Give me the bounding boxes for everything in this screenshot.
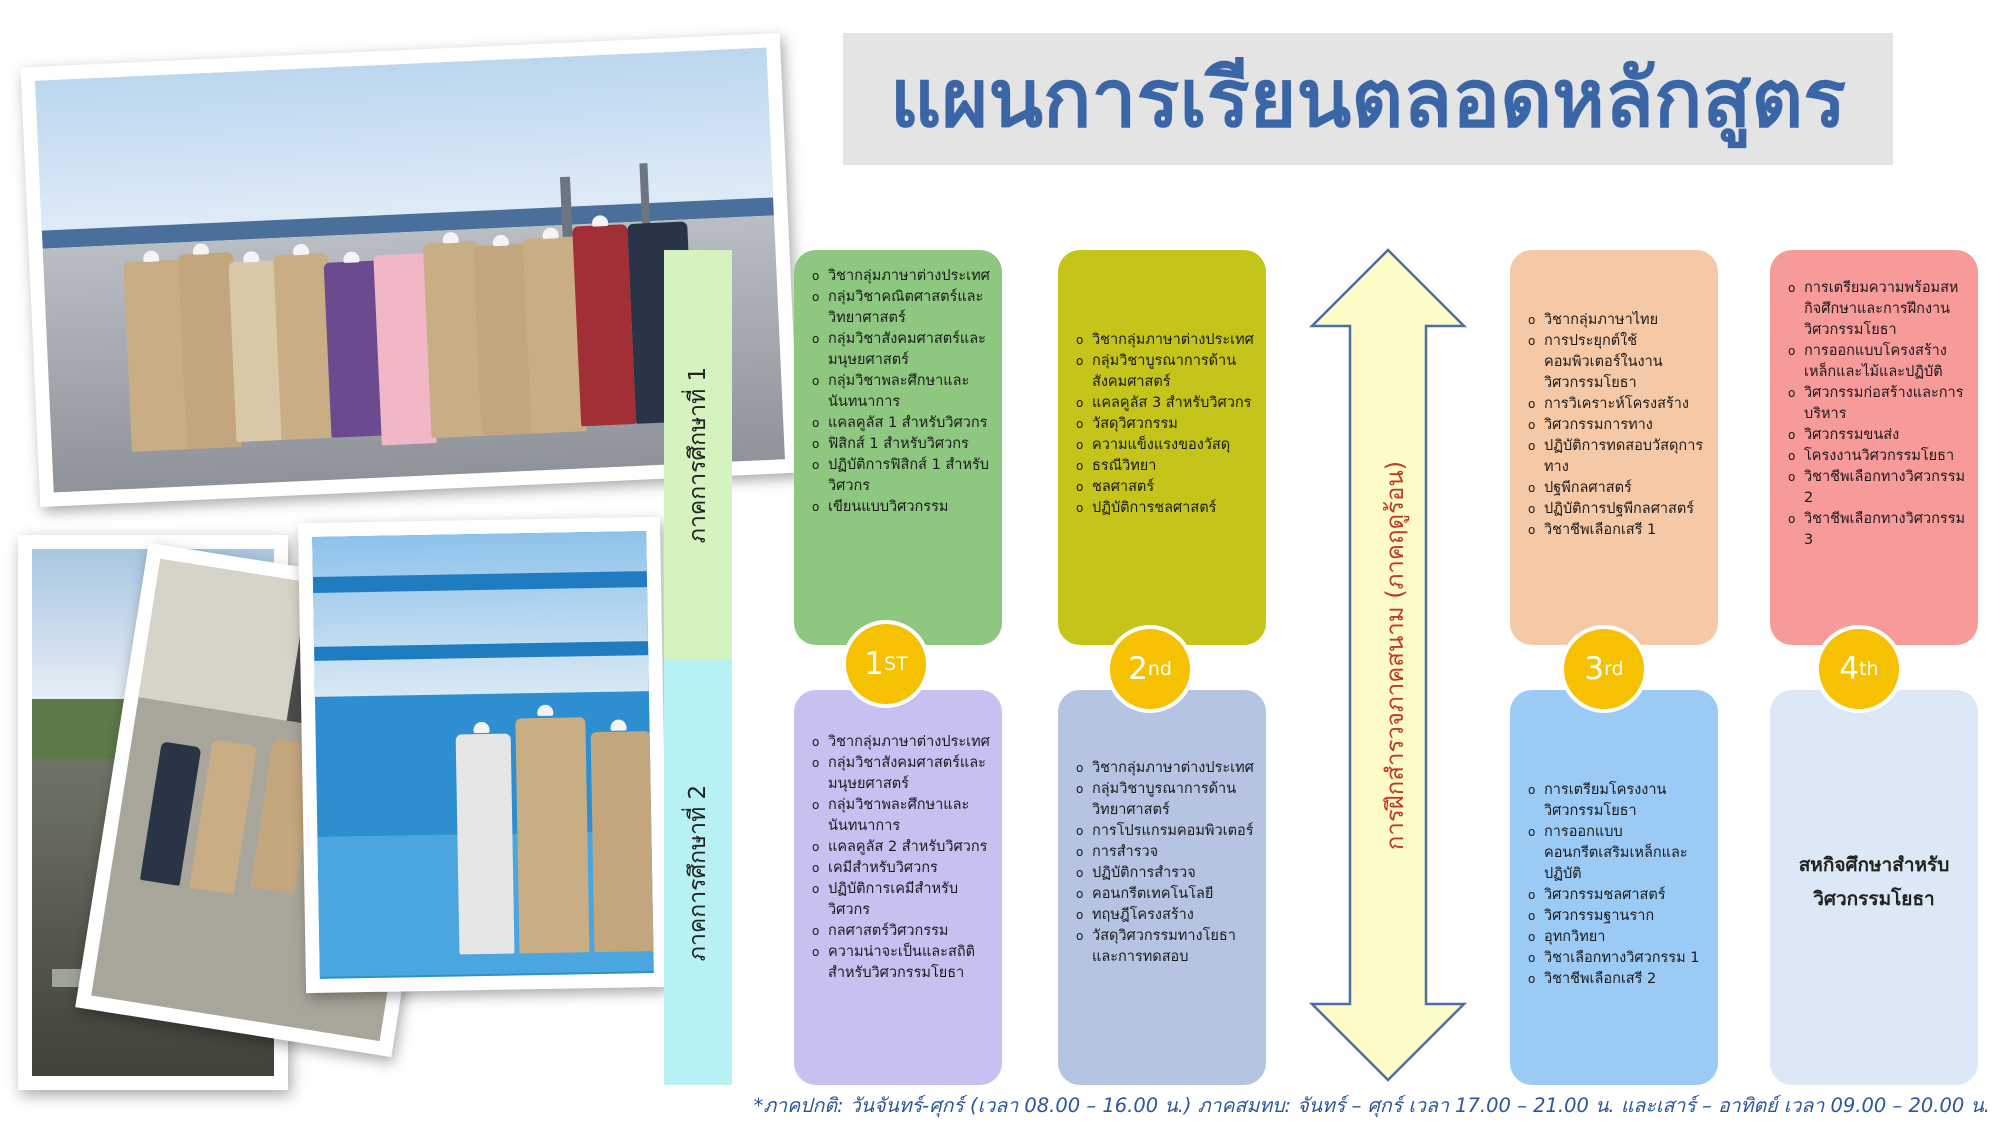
course-item: o ปฏิบัติการทดสอบวัสดุการทาง: [1522, 436, 1708, 478]
course-item: o ปฐพีกลศาสตร์: [1522, 478, 1708, 499]
course-item: o วิศวกรรมฐานราก: [1522, 906, 1708, 927]
course-item: o โครงงานวิศวกรรมโยธา: [1782, 446, 1968, 467]
year-2-semester-1-card: [1058, 250, 1266, 645]
course-item: o การออกแบบคอนกรีตเสริมเหล็กและปฏิบัติ: [1522, 822, 1708, 885]
course-item: o กลุ่มวิชาสังคมศาสตร์และมนุษยศาสตร์: [806, 753, 992, 795]
semester-2-strip: [664, 660, 732, 1085]
course-item: o ธรณีวิทยา: [1070, 456, 1256, 477]
course-item: o วัสดุวิศวกรรม: [1070, 414, 1256, 435]
course-item: o อุทกวิทยา: [1522, 927, 1708, 948]
course-item: o วิศวกรรมการทาง: [1522, 415, 1708, 436]
course-item: o วิชากลุ่มภาษาต่างประเทศ: [1070, 758, 1256, 779]
site-photo-front: [298, 517, 668, 993]
course-item: o วิชาเลือกทางวิศวกรรม 1: [1522, 948, 1708, 969]
summer-training-label: การฝึกสำรวจภาคสนาม (ภาคฤดูร้อน): [1381, 460, 1410, 850]
course-item: o วิชากลุ่มภาษาต่างประเทศ: [806, 266, 992, 287]
course-item: o วิชาชีพเลือกทางวิศวกรรม 3: [1782, 509, 1968, 551]
course-item: o เขียนแบบวิศวกรรม: [806, 497, 992, 518]
course-item: o แคลคูลัส 1 สำหรับวิศวกร: [806, 413, 992, 434]
year-1-semester-2-card: [794, 690, 1002, 1085]
year-1-badge: 1 ST: [842, 620, 930, 708]
course-item: o ปฏิบัติการฟิสิกส์ 1 สำหรับวิศวกร: [806, 455, 992, 497]
year-4-semester-1-card: [1770, 250, 1978, 645]
course-item: o ความแข็งแรงของวัสดุ: [1070, 435, 1256, 456]
year-2-badge: 2 nd: [1106, 625, 1194, 713]
course-item: o การออกแบบโครงสร้างเหล็กและไม้และปฏิบัติ: [1782, 341, 1968, 383]
schedule-footnote: *ภาคปกติ: วันจันทร์-ศุกร์ (เวลา 08.00 – 16.00 น.) ภาคสมทบ: จันทร์ – ศุกร์ เวลา 17.00 – 21.00 น. และเสาร์ – อาทิตย์ เวลา 09.00 – 20.00 น.: [753, 1094, 1990, 1117]
course-item: o วิชาชีพเลือกเสรี 1: [1522, 520, 1708, 541]
semester-2-label: ภาคการศึกษาที่ 2: [685, 784, 711, 961]
course-item: o ปฏิบัติการเคมีสำหรับวิศวกร: [806, 879, 992, 921]
course-item: o กลุ่มวิชาพละศึกษาและนันทนาการ: [806, 371, 992, 413]
course-item: o วิศวกรรมชลศาสตร์: [1522, 885, 1708, 906]
year-4-badge: 4 th: [1815, 625, 1903, 713]
course-item: o การเตรียมโครงงานวิศวกรรมโยธา: [1522, 780, 1708, 822]
course-item: o การประยุกต์ใช้คอมพิวเตอร์ในงานวิศวกรรมโยธา: [1522, 331, 1708, 394]
course-item: o วิชาชีพเลือกเสรี 2: [1522, 969, 1708, 990]
course-item: o ชลศาสตร์: [1070, 477, 1256, 498]
year-3-semester-2-card: [1510, 690, 1718, 1085]
year-2-semester-2-card: [1058, 690, 1266, 1085]
semester-1-strip: [664, 250, 732, 660]
course-item: o วิชากลุ่มภาษาต่างประเทศ: [1070, 330, 1256, 351]
course-item: o แคลคูลัส 3 สำหรับวิศวกร: [1070, 393, 1256, 414]
course-item: o การวิเคราะห์โครงสร้าง: [1522, 394, 1708, 415]
course-item: o ปฏิบัติการปฐพีกลศาสตร์: [1522, 499, 1708, 520]
coop-education-text: สหกิจศึกษาสำหรับวิศวกรรมโยธา: [1798, 854, 1950, 910]
course-item: o กลุ่มวิชาคณิตศาสตร์และวิทยาศาสตร์: [806, 287, 992, 329]
course-item: o วิศวกรรมขนส่ง: [1782, 425, 1968, 446]
course-item: o การโปรแกรมคอมพิวเตอร์: [1070, 821, 1256, 842]
course-item: o ปฏิบัติการสำรวจ: [1070, 863, 1256, 884]
page-title: แผนการเรียนตลอดหลักสูตร: [889, 52, 1847, 145]
course-item: o กลุ่มวิชาบูรณาการด้านวิทยาศาสตร์: [1070, 779, 1256, 821]
course-item: o กลุ่มวิชาพละศึกษาและนันทนาการ: [806, 795, 992, 837]
semester-1-label: ภาคการศึกษาที่ 1: [685, 366, 711, 544]
course-item: o คอนกรีตเทคโนโลยี: [1070, 884, 1256, 905]
year-3-semester-1-card: [1510, 250, 1718, 645]
course-item: o วิศวกรรมก่อสร้างและการบริหาร: [1782, 383, 1968, 425]
course-item: o เคมีสำหรับวิศวกร: [806, 858, 992, 879]
course-item: o การสำรวจ: [1070, 842, 1256, 863]
year-3-badge: 3 rd: [1560, 625, 1648, 713]
course-item: o ทฤษฎีโครงสร้าง: [1070, 905, 1256, 926]
course-item: o แคลคูลัส 2 สำหรับวิศวกร: [806, 837, 992, 858]
course-item: o วัสดุวิศวกรรมทางโยธาและการทดสอบ: [1070, 926, 1256, 968]
course-item: o การเตรียมความพร้อมสหกิจศึกษาและการฝึกงานวิศวกรรมโยธา: [1782, 278, 1968, 341]
course-item: o กลุ่มวิชาบูรณาการด้านสังคมศาสตร์: [1070, 351, 1256, 393]
course-item: o วิชาชีพเลือกทางวิศวกรรม 2: [1782, 467, 1968, 509]
course-item: o ความน่าจะเป็นและสถิติสำหรับวิศวกรรมโยธา: [806, 942, 992, 984]
year-1-semester-1-card: [794, 250, 1002, 645]
course-item: o วิชากลุ่มภาษาต่างประเทศ: [806, 732, 992, 753]
course-item: o กลศาสตร์วิศวกรรม: [806, 921, 992, 942]
course-item: o วิชากลุ่มภาษาไทย: [1522, 310, 1708, 331]
course-item: o ปฏิบัติการชลศาสตร์: [1070, 498, 1256, 519]
course-item: o ฟิสิกส์ 1 สำหรับวิศวกร: [806, 434, 992, 455]
course-item: o กลุ่มวิชาสังคมศาสตร์และมนุษยศาสตร์: [806, 329, 992, 371]
